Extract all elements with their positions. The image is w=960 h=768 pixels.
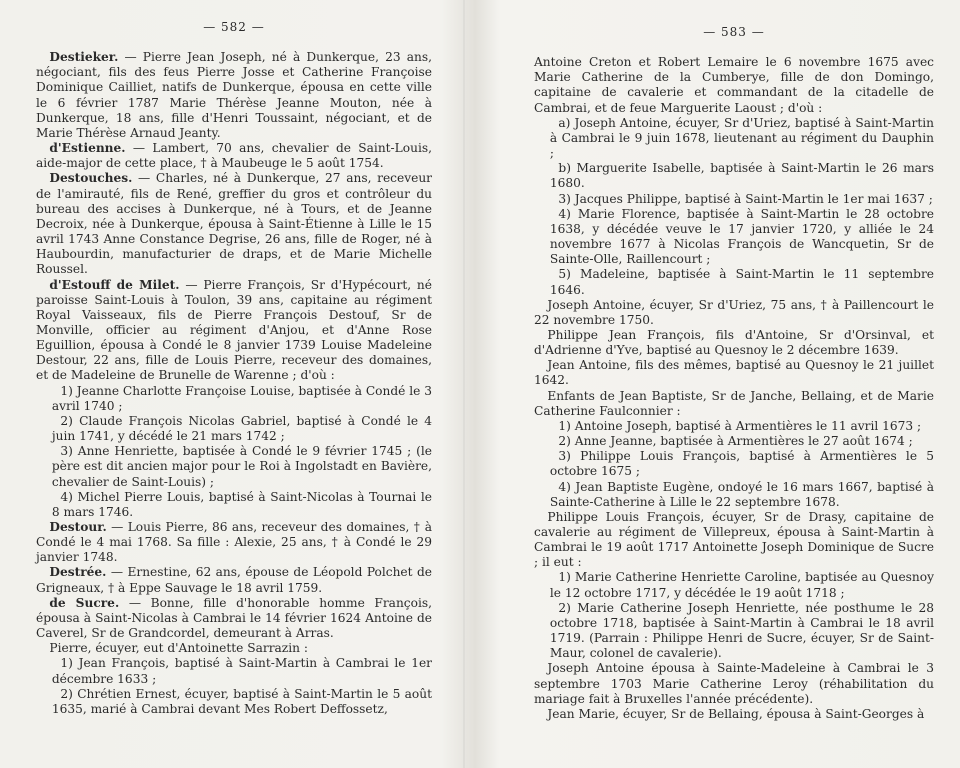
list-item: 4) Marie Florence, baptisée à Saint-Martin le 28 octobre 1638, y décédée veuve le 17 janvier 1720, y alliée le 24 novembre 1677 à Nicolas François de Wancquetin, Sr de Sainte-Olle, Raillencourt ; bbox=[549, 206, 934, 267]
text-paragraph: Jean Antoine, fils des mêmes, baptisé au Quesnoy le 21 juillet 1642. bbox=[534, 358, 934, 388]
list-item: 4) Jean Baptiste Eugène, ondoyé le 16 mars 1667, baptisé à Sainte-Catherine à Lille le 22 septembre 1678. bbox=[549, 479, 934, 509]
list-item: 5) Madeleine, baptisée à Saint-Martin le 11 septembre 1646. bbox=[549, 267, 934, 297]
right-page-number: — 583 — bbox=[703, 25, 765, 39]
list-item: 1) Jean François, baptisé à Saint-Martin à Cambrai le 1er décembre 1633 ; bbox=[51, 656, 432, 686]
list-item: a) Joseph Antoine, écuyer, Sr d'Uriez, baptisé à Saint-Martin à Cambrai le 9 juin 1678, lieutenant au régiment du Dauphin ; bbox=[549, 115, 934, 161]
text-paragraph: Philippe Louis François, écuyer, Sr de Drasy, capitaine de cavalerie au régiment de Villepreux, épousa à Saint-Martin à Cambrai le 19 août 1717 Antoinette Joseph Dominique de Sucre ; il eut : bbox=[534, 509, 934, 570]
entry-paragraph bbox=[36, 171, 432, 277]
text-paragraph: Philippe Jean François, fils d'Antoine, Sr d'Orsinval, et d'Adrienne d'Yve, baptisé au Quesnoy le 2 décembre 1639. bbox=[534, 327, 934, 358]
entry-text: — Charles, né à Dunkerque, 27 ans, receveur de l'amirauté, fils de René, greffier du gros et contrôleur du bureau des accises à Dunkerque, né à Tours, et de Jeanne Decroix, née à Dunkerque, épousa à Saint-Étienne à Lille le 15 avril 1743 Anne Constance Degrise, 26 ans, fille de Roger, né à Haubourdin, manufacturier de draps, et de Marie Michelle Roussel. bbox=[36, 171, 432, 277]
entry-paragraph bbox=[36, 278, 432, 384]
entry-text: — Pierre Jean Joseph, né à Dunkerque, 23 ans, négociant, fils des feus Pierre Josse et Catherine Françoise Dominique Cailliet, natifs de Dunkerque, épousa en cette ville le 6 février 1787 Marie Thérèse Jeanne Mouton, née à Dunkerque, 18 ans, fille d'Henri Toussaint, négociant, et de Marie Thérèse Arnaud Jeanty. bbox=[36, 50, 432, 140]
list-item: 2) Claude François Nicolas Gabriel, baptisé à Condé le 4 juin 1741, y décédé le 21 mars 1742 ; bbox=[51, 413, 432, 444]
left-page bbox=[0, 0, 470, 768]
text-paragraph: Enfants de Jean Baptiste, Sr de Janche, Bellaing, et de Marie Catherine Faulconnier : bbox=[534, 388, 934, 418]
entry-headword: Destrée. bbox=[49, 565, 107, 580]
right-page bbox=[490, 0, 960, 768]
entry-text: — Ernestine, 62 ans, épouse de Léopold Polchet de Grigneaux, † à Eppe Sauvage le 18 avril 1759. bbox=[36, 565, 432, 595]
list-item: b) Marguerite Isabelle, baptisée à Saint-Martin le 26 mars 1680. bbox=[549, 161, 934, 191]
entry-paragraph bbox=[36, 50, 432, 141]
left-page-body bbox=[36, 50, 432, 717]
text-paragraph: Pierre, écuyer, eut d'Antoinette Sarrazin : bbox=[49, 641, 308, 656]
entry-text: — Louis Pierre, 86 ans, receveur des domaines, † à Condé le 4 mai 1768. Sa fille : Alexie, 25 ans, † à Condé le 29 janvier 1748. bbox=[36, 520, 432, 565]
entry-headword: Destieker. bbox=[49, 50, 119, 65]
entry-headword: Destouches. bbox=[49, 171, 133, 186]
entry-paragraph bbox=[36, 596, 432, 641]
entry-text: — Bonne, fille d'honorable homme François, épousa à Saint-Nicolas à Cambrai le 14 février 1624 Antoine de Caverel, Sr de Grandcordel, demeurant à Arras. bbox=[36, 595, 432, 641]
left-page-number: — 582 — bbox=[203, 20, 265, 34]
entry-paragraph bbox=[36, 141, 432, 171]
entry-headword: d'Estouff de Milet. bbox=[49, 277, 180, 292]
list-item: 1) Marie Catherine Henriette Caroline, baptisée au Quesnoy le 12 octobre 1717, y décédée le 19 août 1718 ; bbox=[549, 570, 934, 600]
entry-text: — Lambert, 70 ans, chevalier de Saint-Louis, aide-major de cette place, † à Maubeuge le 5 août 1754. bbox=[36, 141, 432, 171]
entry-paragraph bbox=[36, 520, 432, 565]
text-paragraph: Joseph Antoine épousa à Sainte-Madeleine à Cambrai le 3 septembre 1703 Marie Catherine Leroy (réhabilitation du mariage fait à Bruxelles l'année précédente). bbox=[534, 661, 934, 706]
list-item: 2) Marie Catherine Joseph Henriette, née posthume le 28 octobre 1718, baptisée à Saint-Martin à Cambrai le 18 avril 1719. (Parrain : Philippe Henri de Sucre, écuyer, Sr de Saint-Maur, colonel de cavalerie). bbox=[549, 600, 934, 661]
entry-paragraph bbox=[36, 565, 432, 595]
entry-headword: Destour. bbox=[49, 520, 107, 534]
list-item: 1) Jeanne Charlotte Françoise Louise, baptisée à Condé le 3 avril 1740 ; bbox=[51, 383, 432, 413]
entry-text: — Pierre François, Sr d'Hypécourt, né paroisse Saint-Louis à Toulon, 39 ans, capitaine au régiment Royal Vaisseaux, fils de Pierre François Destouf, Sr de Monville, officier au régiment d'Anjou, et d'Anne Rose Eguillion, épousa à Condé le 8 janvier 1739 Louise Madeleine Destour, 22 ans, fille de Louis Pierre, receveur des domaines, et de Madeleine de Brunelle de Warenne ; d'où : bbox=[36, 277, 432, 383]
list-item: 3) Jacques Philippe, baptisé à Saint-Martin le 1er mai 1637 ; bbox=[558, 191, 933, 206]
list-item: 1) Antoine Joseph, baptisé à Armentières le 11 avril 1673 ; bbox=[558, 418, 922, 433]
right-page-body bbox=[534, 55, 934, 722]
entry-headword: d'Estienne. bbox=[49, 141, 126, 156]
entry-headword: de Sucre. bbox=[49, 595, 120, 610]
list-item: 2) Chrétien Ernest, écuyer, baptisé à Saint-Martin le 5 août 1635, marié à Cambrai devant Mes Robert Deffossetz, bbox=[51, 686, 432, 716]
list-item: 4) Michel Pierre Louis, baptisé à Saint-Nicolas à Tournai le 8 mars 1746. bbox=[51, 489, 432, 519]
list-item: 3) Anne Henriette, baptisée à Condé le 9 février 1745 ; (le père est dit ancien major pour le Roi à Ingolstadt en Bavière, chevalier de Saint-Louis) ; bbox=[51, 444, 432, 489]
list-item: 2) Anne Jeanne, baptisée à Armentières le 27 août 1674 ; bbox=[558, 434, 913, 449]
list-item: 3) Philippe Louis François, baptisé à Armentières le 5 octobre 1675 ; bbox=[549, 449, 934, 479]
text-paragraph: Antoine Creton et Robert Lemaire le 6 novembre 1675 avec Marie Catherine de la Cumberye, fille de don Domingo, capitaine de cavalerie et commandant de la citadelle de Cambrai, et de feue Marguerite Laoust ; d'où : bbox=[534, 55, 934, 115]
text-paragraph: Joseph Antoine, écuyer, Sr d'Uriez, 75 ans, † à Paillencourt le 22 novembre 1750. bbox=[534, 297, 934, 327]
text-paragraph: Jean Marie, écuyer, Sr de Bellaing, épousa à Saint-Georges à bbox=[547, 706, 925, 721]
